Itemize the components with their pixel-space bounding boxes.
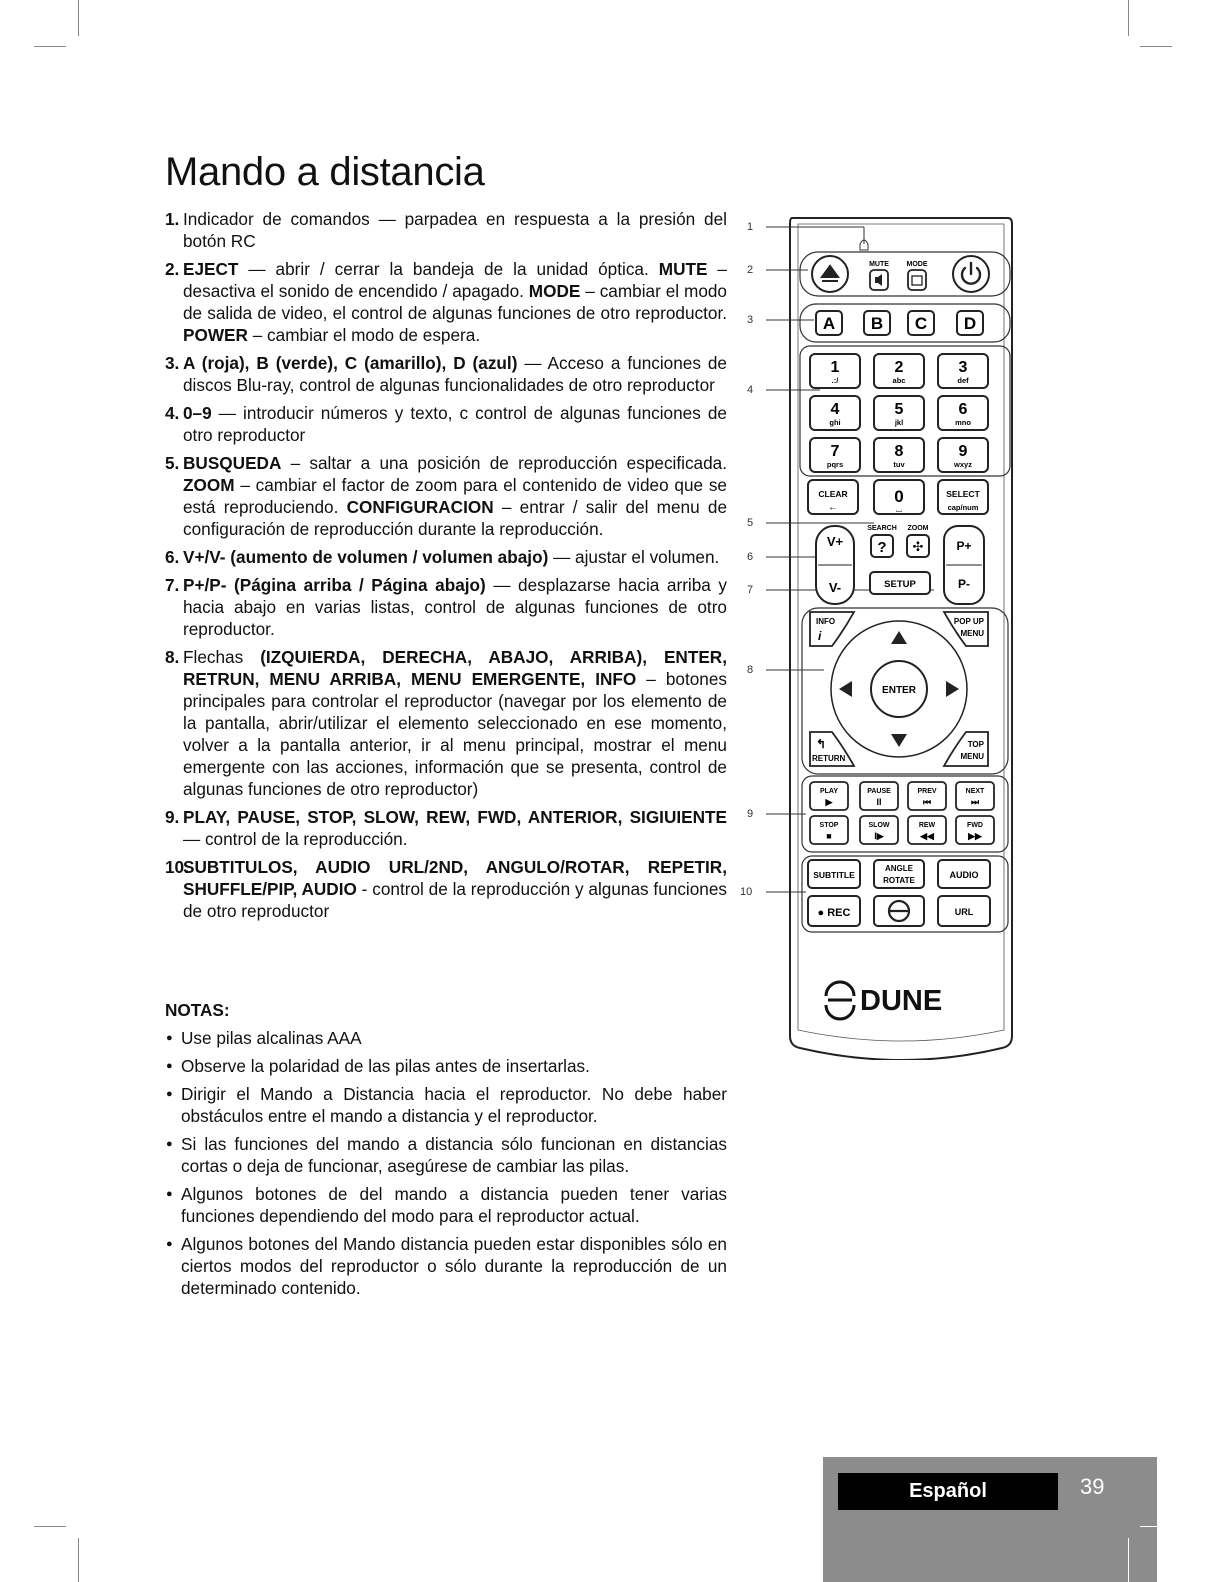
feature-number: 4. [165,403,180,423]
feature-text: - control de la reproducción y algunas funciones de otro reproductor [183,879,727,921]
digit-label: 3 [958,359,968,376]
digit-label: 6 [958,401,968,418]
feature-text: – cambiar el modo de salida de video, el control de algunas funciones de otro reproductor. [183,281,727,323]
feature-keyword: (IZQUIERDA, DERECHA, ABAJO, ARRIBA), ENTER, RETRUN, MENU ARRIBA, MENU EMERGENTE, INFO [183,647,727,689]
callout-9: 9 [747,808,754,820]
feature-number: 2. [165,259,180,279]
callout-3: 3 [747,314,754,326]
digit-keys [810,354,988,472]
note-text: Observe la polaridad de las pilas antes de insertarlas. [181,1056,590,1076]
digit-label: 8 [894,443,904,460]
note-text: Algunos botones del Mando distancia pueden estar disponibles sólo en ciertos modos del reproductor o sólo durante la reproducción de un determinado contenido. [181,1234,727,1298]
crop-mark [1140,1526,1172,1527]
feature-number: 8. [165,647,180,667]
setup-label: SETUP [884,579,916,590]
search-glyph: ? [877,539,887,556]
feature-keyword: POWER [183,325,248,345]
digit-label: 5 [894,401,904,418]
note-text: Algunos botones de del mando a distancia pueden tener varias funciones dependiendo del modo para el reproductor actual. [181,1184,727,1226]
feature-text: — desplazarse hacia arriba y hacia abajo en varias listas, control de algunas funciones de otro reproductor. [183,575,727,639]
brand-name: DUNE [860,985,943,1017]
remote-svg [736,210,1026,1060]
return-label: RETURN [812,754,846,763]
feature-keyword: SUBTITULOS, AUDIO URL/2ND, ANGULO/ROTAR, REPETIR, SHUFFLE/PIP, AUDIO [183,857,727,899]
digit-sub-label: tuv [893,460,905,469]
digit-sub-label: abc [892,376,906,385]
transport-label: PAUSE [867,788,891,795]
search-label: SEARCH [867,525,897,532]
feature-keyword: BUSQUEDA [183,453,282,473]
feature-text: — Acceso a funciones de discos Blu-ray, control de algunas funcionalidades de otro reproductor [183,353,727,395]
popup-menu-label: MENU [960,629,984,638]
note-text: Use pilas alcalinas AAA [181,1028,362,1048]
volume-up-label: V+ [826,534,844,549]
crop-mark [1128,1538,1129,1582]
transport-label: PLAY [819,788,839,795]
feature-item [165,856,727,922]
clear-label: CLEAR [818,489,848,499]
feature-item [165,352,727,396]
feature-keyword: PLAY, PAUSE, STOP, SLOW, REW, FWD, ANTERIOR, SIGIUIENTE [183,807,727,827]
transport-icon: ■ [826,831,832,841]
transport-icon: ◀◀ [920,831,934,841]
crop-mark [34,46,66,47]
feature-number: 3. [165,353,180,373]
feature-text: — abrir / cerrar la bandeja de la unidad óptica. [238,259,659,279]
transport-label: NEXT [965,788,985,795]
clear-arrow-icon: ← [828,502,838,513]
digit-label: 4 [830,401,840,418]
crop-mark [78,1538,79,1582]
notes-list [165,1027,727,1305]
feature-keyword: A (roja), B (verde), C (amarillo), D (azul) [183,353,518,373]
note-item [165,1027,727,1049]
bullet-icon: ● [166,1088,173,1100]
feature-text: — ajustar el volumen. [548,547,720,567]
transport-icon: ▶ [825,797,833,807]
transport-label: FWD [967,822,983,829]
feature-keyword: P+/P- (Página arriba / Página abajo) [183,575,486,595]
volume-down-label: V- [828,580,842,595]
digit-sub-label: pqrs [826,460,844,469]
feature-keyword: V+/V- (aumento de volumen / volumen abajo) [183,547,549,567]
feature-keyword: MUTE [658,259,708,279]
key-d-label: D [963,314,977,333]
callout-4: 4 [747,384,754,396]
feature-keyword: CONFIGURACION [346,497,494,517]
feature-text: — control de la reproducción. [183,829,408,849]
callout-8: 8 [747,664,754,676]
feature-number: 7. [165,575,180,595]
bullet-icon: ● [166,1238,173,1250]
page-up-label: P+ [956,539,972,553]
feature-item [165,806,727,850]
bullet-icon: ● [166,1032,173,1044]
page-title: Mando a distancia [165,150,485,194]
feature-list [165,208,727,928]
crop-mark [34,1526,66,1527]
digit-label: 9 [958,443,968,460]
callout-6: 6 [747,551,754,563]
callout-numbers [740,221,753,898]
digit-label: 2 [894,359,904,376]
callout-10: 10 [740,886,753,898]
mode-label: MODE [906,261,928,268]
feature-keyword: 0–9 [183,403,212,423]
feature-number: 9. [165,807,180,827]
feature-keyword: ZOOM [183,475,235,495]
audio-label: AUDIO [949,870,979,880]
callout-2: 2 [747,264,754,276]
transport-label: REW [918,822,936,829]
note-text: Dirigir el Mando a Distancia hacia el reproductor. No debe haber obstáculos entre el mando a distancia y el reproductor. [181,1084,727,1126]
feature-number: 6. [165,547,180,567]
feature-text: – cambiar el modo de espera. [247,325,481,345]
transport-icon: II [876,797,882,807]
key-c-label: C [914,314,928,333]
feature-item [165,646,727,800]
digit-label: 1 [830,359,840,376]
bullet-icon: ● [166,1138,173,1150]
rec-label: ● REC [817,907,851,919]
transport-icon: ⏭ [970,797,980,807]
feature-text: – cambiar el factor de zoom para el contenido de video que se está reproduciendo. [183,475,727,517]
mode-button [908,270,926,290]
feature-number: 1. [165,209,180,229]
feature-item [165,258,727,346]
language-label: Español [838,1473,1058,1510]
feature-text: – botones principales para controlar el reproductor (navegar por los elemento de la pantalla, abrir/utilizar el elemento seleccionado en ese momento, volver a la pantalla anterior, ir al menu principal, mostrar el menu emergente con las acciones, información que se presenta, control de algunas funciones de otro reproductor) [183,669,727,799]
transport-icon: ⏮ [922,797,932,807]
key-b-label: B [870,314,884,333]
mute-label: MUTE [869,261,889,268]
feature-item [165,208,727,252]
feature-text: – saltar a una posición de reproducción especificada. [281,453,727,473]
callout-1: 1 [747,221,754,233]
zoom-icon: ✣ [912,539,924,554]
feature-text: – desactiva el sonido de encendido / apagado. [183,259,727,301]
feature-keyword: MODE [528,281,581,301]
angle-label: ANGLE [885,864,913,873]
top-label: TOP [967,740,984,749]
feature-item [165,574,727,640]
crop-mark [1140,46,1172,47]
feature-number: 5. [165,453,180,473]
feature-text: — introducir números y texto, c control de algunas funciones de otro reproductor [183,403,727,445]
info-glyph: i [818,629,822,643]
crop-mark [1128,0,1129,36]
notes-title: NOTAS: [165,1000,230,1020]
return-arrow-icon: ↰ [816,737,827,751]
info-label: INFO [816,617,836,626]
feature-item [165,546,727,568]
digit-sub-label: .:/ [831,376,839,385]
select-label: SELECT [946,489,980,499]
bullet-icon: ● [166,1060,173,1072]
digit-sub-label: ghi [829,418,841,427]
transport-label: PREV [917,788,937,795]
note-text: Si las funciones del mando a distancia sólo funcionan en distancias cortas o deja de funcionar, asegúrese de cambiar las pilas. [181,1134,727,1176]
transport-label: SLOW [868,822,890,829]
transport-icon: I▶ [874,831,884,841]
note-item [165,1083,727,1127]
remote-control-illustration [736,210,1026,1060]
crop-mark [78,0,79,36]
feature-number: 10. [165,857,189,877]
note-item [165,1133,727,1177]
top-menu-label: MENU [960,752,984,761]
note-item [165,1055,727,1077]
popup-label: POP UP [953,617,984,626]
zoom-label: ZOOM [907,525,929,532]
note-item [165,1183,727,1227]
key-a-label: A [822,314,836,333]
zero-label: 0 [894,487,904,506]
digit-sub-label: jkl [894,418,904,427]
transport-label: STOP [819,822,839,829]
note-item [165,1233,727,1299]
digit-label: 7 [830,443,840,460]
feature-text: Flechas [183,647,261,667]
callout-7: 7 [747,584,754,596]
feature-item [165,402,727,446]
feature-text: Indicador de comandos — parpadea en respuesta a la presión del botón RC [183,209,727,251]
bullet-icon: ● [166,1188,173,1200]
feature-item [165,452,727,540]
subtitle-label: SUBTITLE [813,870,855,880]
digit-sub-label: mno [955,418,971,427]
page-number: 39 [1080,1474,1105,1499]
page-down-label: P- [958,577,970,591]
rotate-label: ROTATE [883,876,915,885]
digit-sub-label: wxyz [954,460,972,469]
space-icon: ⌴ [895,505,903,514]
transport-icon: ▶▶ [968,831,982,841]
select-sub-label: cap/num [947,503,979,512]
feature-text: – entrar / salir del menu de configuración de reproducción durante la reproducción. [183,497,728,539]
feature-keyword: EJECT [183,259,239,279]
callout-5: 5 [747,517,754,529]
url-label: URL [954,907,974,917]
digit-sub-label: def [957,376,969,385]
enter-label: ENTER [882,685,916,696]
